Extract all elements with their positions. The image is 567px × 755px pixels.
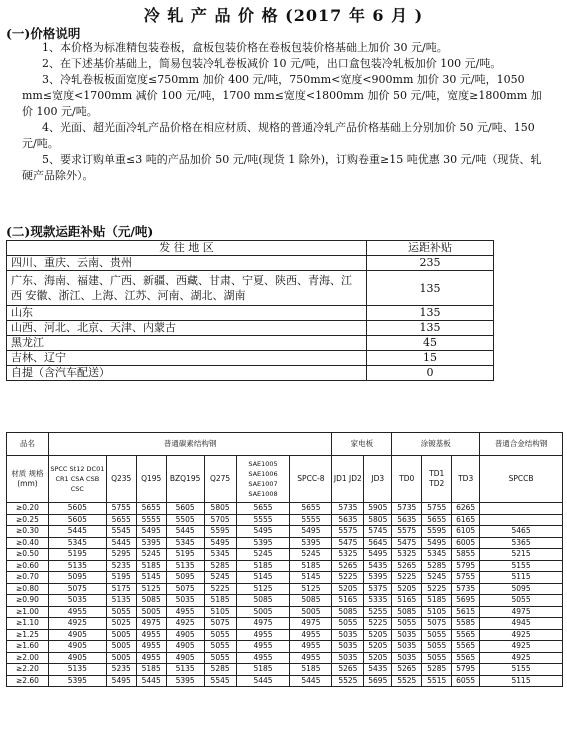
price-cell: 5225: [204, 583, 236, 595]
price-cell: 5575: [332, 526, 364, 538]
price-cell: [480, 514, 563, 526]
price-cell: 5285: [204, 560, 236, 572]
table-row: [7, 336, 494, 351]
price-cell: 5395: [166, 675, 204, 687]
note-2: 2、在下述基价基础上，简易包装冷轧卷板减价 10 元/吨，出口盒包装冷轧板加价 100 元/吨。: [42, 57, 502, 70]
price-cell: 5595: [204, 526, 236, 538]
grade-header: SPCC-8: [290, 456, 332, 503]
grade-header-row: [7, 456, 563, 503]
price-cell: 5085: [136, 595, 166, 607]
price-cell: 5175: [106, 583, 136, 595]
price-cell: 5735: [452, 583, 480, 595]
price-cell: 5225: [392, 572, 422, 584]
grade-header: TD1 TD2: [422, 456, 452, 503]
price-cell: 5085: [290, 595, 332, 607]
price-cell: 4975: [480, 606, 563, 618]
price-cell: 5395: [48, 675, 106, 687]
spec-cell: ≥2.00: [7, 652, 49, 664]
price-cell: 5185: [136, 560, 166, 572]
price-cell: 5695: [452, 595, 480, 607]
price-cell: 4905: [166, 641, 204, 653]
price-cell: 5435: [364, 560, 392, 572]
price-cell: 5805: [204, 503, 236, 515]
price-cell: 5345: [204, 549, 236, 561]
price-cell: 5525: [332, 675, 364, 687]
note-5: 5、要求订购单重≤3 吨的产品加价 50 元/吨(现货 1 除外)，订购卷重≥15 吨优惠 30 元/吨（现货、轧硬产品除外）。: [22, 153, 542, 182]
price-cell: 5565: [452, 641, 480, 653]
grade-header: Q275: [204, 456, 236, 503]
grade-header: JD1 JD2: [332, 456, 364, 503]
price-cell: 5235: [106, 664, 136, 676]
spec-cell: ≥0.80: [7, 583, 49, 595]
table-row: [7, 321, 494, 336]
spec-header: 材质 规格 (mm): [7, 456, 49, 503]
price-cell: 6165: [452, 514, 480, 526]
price-cell: 5585: [452, 618, 480, 630]
price-cell: 5605: [166, 503, 204, 515]
price-cell: 5635: [392, 514, 422, 526]
price-cell: 5055: [332, 618, 364, 630]
region-cell: 山西、河北、北京、天津、内蒙古: [7, 321, 367, 336]
price-cell: 4925: [480, 652, 563, 664]
table-row: [7, 606, 563, 618]
note-3: 3、冷轧卷板板面宽度≤750mm 加价 400 元/吨，750mm<宽度<900mm 加价 30 元/吨，1050 mm≤宽度<1700mm 减价 100 元/吨，1700 mm≤宽度<1800mm 加价 50 元/吨，宽度≥1800mm 加价 100 元/吨。: [22, 73, 542, 118]
spec-cell: ≥1.60: [7, 641, 49, 653]
price-cell: 5205: [332, 583, 364, 595]
price-cell: 5445: [48, 526, 106, 538]
price-cell: 5905: [364, 503, 392, 515]
price-cell: 5135: [106, 595, 136, 607]
grade-header: JD3: [364, 456, 392, 503]
price-cell: 5095: [480, 583, 563, 595]
price-cell: 4905: [48, 652, 106, 664]
price-cell: 5495: [204, 537, 236, 549]
price-cell: 5145: [236, 572, 290, 584]
spec-cell: ≥2.60: [7, 675, 49, 687]
price-cell: 5185: [136, 664, 166, 676]
price-cell: 5755: [452, 572, 480, 584]
price-cell: 5545: [204, 675, 236, 687]
subsidy-cell: 45: [367, 336, 494, 351]
table-row: [7, 503, 563, 515]
grade-header: BZQ195: [166, 456, 204, 503]
price-cell: 5745: [364, 526, 392, 538]
price-cell: 5795: [452, 664, 480, 676]
price-cell: 5095: [48, 572, 106, 584]
price-cell: 5035: [392, 641, 422, 653]
price-cell: 5655: [290, 503, 332, 515]
price-cell: 5615: [452, 606, 480, 618]
price-cell: 5185: [422, 595, 452, 607]
grade-header: SPCC St12 DC01 CR1 CSA CSB CSC: [48, 456, 106, 503]
price-cell: 5495: [364, 549, 392, 561]
price-cell: 5195: [166, 549, 204, 561]
table-row: [7, 537, 563, 549]
price-cell: 5655: [422, 514, 452, 526]
price-cell: 5165: [392, 595, 422, 607]
price-cell: 5125: [290, 583, 332, 595]
region-cell: 自提（含汽车配送）: [7, 366, 367, 381]
price-cell: 5105: [204, 606, 236, 618]
price-cell: 5005: [136, 606, 166, 618]
price-cell: 5035: [332, 652, 364, 664]
price-cell: 5605: [48, 514, 106, 526]
price-cell: 5525: [392, 675, 422, 687]
price-cell: 4905: [48, 641, 106, 653]
price-cell: 5005: [290, 606, 332, 618]
price-cell: 5245: [136, 549, 166, 561]
price-cell: 4925: [480, 629, 563, 641]
price-cell: 4905: [48, 629, 106, 641]
price-cell: 5215: [480, 549, 563, 561]
price-cell: 5335: [364, 595, 392, 607]
price-cell: 5265: [332, 664, 364, 676]
price-cell: 5145: [290, 572, 332, 584]
price-cell: 5035: [332, 641, 364, 653]
price-cell: 5325: [392, 549, 422, 561]
price-cell: 5795: [452, 560, 480, 572]
price-cell: 5395: [364, 572, 392, 584]
price-cell: 5295: [106, 549, 136, 561]
table-row: [7, 271, 494, 306]
price-cell: 5755: [106, 503, 136, 515]
price-cell: 5465: [480, 526, 563, 538]
subsidy-table: [6, 240, 494, 381]
price-cell: 4975: [290, 618, 332, 630]
table-row: [7, 572, 563, 584]
price-cell: 5395: [236, 537, 290, 549]
price-cell: 5125: [136, 583, 166, 595]
price-cell: 5225: [422, 583, 452, 595]
spec-cell: ≥1.25: [7, 629, 49, 641]
table-row: [7, 675, 563, 687]
price-cell: 4925: [48, 618, 106, 630]
spec-cell: ≥0.70: [7, 572, 49, 584]
price-cell: 5855: [452, 549, 480, 561]
price-cell: 4975: [136, 618, 166, 630]
table-row: [7, 526, 563, 538]
price-cell: 4955: [136, 629, 166, 641]
price-cell: 5245: [422, 572, 452, 584]
price-cell: 5265: [392, 664, 422, 676]
price-cell: 5055: [392, 618, 422, 630]
price-cell: 5155: [480, 560, 563, 572]
price-cell: 5185: [290, 664, 332, 676]
spec-cell: ≥0.40: [7, 537, 49, 549]
price-cell: 5225: [364, 618, 392, 630]
price-cell: 5055: [480, 595, 563, 607]
price-cell: 5075: [422, 618, 452, 630]
price-cell: 5555: [136, 514, 166, 526]
price-cell: 5055: [422, 652, 452, 664]
spec-cell: ≥0.50: [7, 549, 49, 561]
table-row: [7, 306, 494, 321]
price-cell: 5055: [204, 652, 236, 664]
price-cell: 6265: [452, 503, 480, 515]
general-steel-header: 普通碳素结构钢: [48, 433, 331, 456]
price-cell: 4955: [290, 641, 332, 653]
price-cell: 5075: [48, 583, 106, 595]
region-cell: 山东: [7, 306, 367, 321]
price-cell: 5055: [204, 641, 236, 653]
price-cell: 5735: [332, 503, 364, 515]
price-cell: 4905: [166, 652, 204, 664]
price-cell: 5515: [422, 675, 452, 687]
subsidy-cell: 135: [367, 271, 494, 306]
price-cell: 4955: [136, 652, 166, 664]
note-4: 4、光面、超光面冷轧产品价格在相应材质、规格的普通冷轧产品价格基础上分别加价 50 元/吨、150 元/吨。: [22, 121, 535, 150]
price-cell: 5005: [236, 606, 290, 618]
price-cell: 5185: [290, 560, 332, 572]
price-cell: 4945: [480, 618, 563, 630]
price-cell: 5035: [48, 595, 106, 607]
price-cell: 5265: [392, 560, 422, 572]
price-cell: 5125: [236, 583, 290, 595]
price-cell: 5595: [422, 526, 452, 538]
table-row: [7, 652, 563, 664]
price-notes: [22, 40, 542, 184]
price-cell: 5545: [106, 526, 136, 538]
price-cell: 5075: [166, 583, 204, 595]
price-cell: 5075: [204, 618, 236, 630]
grade-header: TD0: [392, 456, 422, 503]
price-cell: 5035: [166, 595, 204, 607]
price-cell: 5135: [166, 664, 204, 676]
price-cell: 5395: [136, 537, 166, 549]
group-header-row: [7, 433, 563, 456]
price-cell: 5345: [166, 537, 204, 549]
price-cell: 5285: [204, 664, 236, 676]
section1-heading: (一)价格说明: [6, 26, 81, 41]
price-cell: 5565: [452, 652, 480, 664]
price-cell: 5345: [422, 549, 452, 561]
price-cell: 5565: [452, 629, 480, 641]
price-cell: 4955: [236, 629, 290, 641]
price-cell: 5055: [422, 641, 452, 653]
product-header: 品名: [7, 433, 49, 456]
price-cell: 5395: [290, 537, 332, 549]
price-cell: 5095: [166, 572, 204, 584]
price-cell: 5445: [290, 675, 332, 687]
price-cell: 5195: [48, 549, 106, 561]
price-cell: 5085: [236, 595, 290, 607]
price-cell: 5495: [236, 526, 290, 538]
price-cell: 5575: [392, 526, 422, 538]
price-cell: 5655: [136, 503, 166, 515]
price-cell: 5205: [364, 629, 392, 641]
price-cell: 5185: [236, 560, 290, 572]
price-cell: 5505: [166, 514, 204, 526]
spec-cell: ≥0.60: [7, 560, 49, 572]
price-cell: 5245: [236, 549, 290, 561]
price-cell: 5055: [106, 606, 136, 618]
price-cell: 5165: [332, 595, 364, 607]
price-cell: 5135: [166, 560, 204, 572]
subsidy-cell: 0: [367, 366, 494, 381]
price-cell: 5115: [480, 675, 563, 687]
table-row: [7, 629, 563, 641]
price-cell: 5205: [364, 652, 392, 664]
price-cell: 5185: [204, 595, 236, 607]
table-row: [7, 641, 563, 653]
price-cell: 6105: [452, 526, 480, 538]
spec-cell: ≥0.90: [7, 595, 49, 607]
spec-cell: ≥0.20: [7, 503, 49, 515]
table-row: [7, 560, 563, 572]
price-cell: 5245: [204, 572, 236, 584]
spec-cell: ≥1.10: [7, 618, 49, 630]
grade-header: SPCCB: [480, 456, 563, 503]
subsidy-cell: 15: [367, 351, 494, 366]
price-cell: 5135: [48, 664, 106, 676]
price-cell: 4905: [166, 629, 204, 641]
price-cell: 5495: [290, 526, 332, 538]
note-1: 1、本价格为标准精包装卷板，盒板包装价格在卷板包装价格基础上加价 30 元/吨。: [42, 41, 448, 54]
region-cell: 四川、重庆、云南、贵州: [7, 256, 367, 271]
appliance-header: 家电板: [332, 433, 392, 456]
price-cell: 4955: [136, 641, 166, 653]
table-row: [7, 256, 494, 271]
table-row: [7, 549, 563, 561]
price-cell: 5185: [236, 664, 290, 676]
price-cell: 5695: [364, 675, 392, 687]
region-cell: 广东、海南、福建、广西、新疆、西藏、甘肃、宁夏、陕西、青海、江西 安徽、浙江、上海、江苏、河南、湖北、湖南: [7, 271, 367, 306]
price-cell: 5655: [106, 514, 136, 526]
price-cell: 4955: [48, 606, 106, 618]
price-cell: 5345: [48, 537, 106, 549]
price-cell: 5055: [204, 629, 236, 641]
price-cell: 5265: [332, 560, 364, 572]
price-cell: 5285: [422, 560, 452, 572]
spec-cell: ≥0.30: [7, 526, 49, 538]
grade-header: Q235: [106, 456, 136, 503]
price-cell: 5205: [392, 583, 422, 595]
price-cell: 5205: [364, 641, 392, 653]
price-cell: 5085: [392, 606, 422, 618]
price-cell: 5115: [480, 572, 563, 584]
price-cell: 5365: [480, 537, 563, 549]
price-cell: 5495: [422, 537, 452, 549]
price-cell: 4955: [290, 652, 332, 664]
table-row: [7, 351, 494, 366]
spec-cell: ≥1.00: [7, 606, 49, 618]
table-row: [7, 583, 563, 595]
price-cell: 5255: [364, 606, 392, 618]
price-cell: 5005: [106, 641, 136, 653]
price-cell: 5645: [364, 537, 392, 549]
header-subsidy: 运距补贴: [367, 241, 494, 256]
header-region: 发 往 地 区: [7, 241, 367, 256]
price-cell: 5735: [392, 503, 422, 515]
region-cell: 黑龙江: [7, 336, 367, 351]
price-cell: 5445: [106, 537, 136, 549]
region-cell: 吉林、辽宁: [7, 351, 367, 366]
price-cell: 4955: [236, 641, 290, 653]
price-cell: 5475: [392, 537, 422, 549]
table-row: [7, 618, 563, 630]
subsidy-cell: 135: [367, 321, 494, 336]
price-cell: 5285: [422, 664, 452, 676]
price-cell: 5325: [332, 549, 364, 561]
price-cell: 4925: [480, 641, 563, 653]
price-cell: 5635: [332, 514, 364, 526]
grade-header: Q195: [136, 456, 166, 503]
table-row: [7, 595, 563, 607]
page-title: 冷 轧 产 品 价 格 (2017 年 6 月 ): [143, 6, 424, 25]
price-cell: 5805: [364, 514, 392, 526]
price-cell: 5375: [364, 583, 392, 595]
price-cell: 5555: [236, 514, 290, 526]
price-cell: 5245: [290, 549, 332, 561]
price-cell: 5195: [106, 572, 136, 584]
price-cell: 6005: [452, 537, 480, 549]
subsidy-cell: 135: [367, 306, 494, 321]
price-cell: 5025: [106, 618, 136, 630]
price-cell: 5445: [136, 675, 166, 687]
price-cell: 4955: [236, 652, 290, 664]
price-cell: 4925: [166, 618, 204, 630]
price-cell: 5705: [204, 514, 236, 526]
price-cell: 5225: [332, 572, 364, 584]
price-cell: 5435: [364, 664, 392, 676]
price-cell: 5445: [166, 526, 204, 538]
grade-header: TD3: [452, 456, 480, 503]
alloy-header: 普通合金结构钢: [480, 433, 563, 456]
price-cell: 5555: [290, 514, 332, 526]
price-cell: 5755: [422, 503, 452, 515]
price-cell: 5035: [392, 652, 422, 664]
price-cell: 5155: [480, 664, 563, 676]
price-cell: 5135: [48, 560, 106, 572]
price-cell: 5035: [332, 629, 364, 641]
table-row: [7, 664, 563, 676]
subsidy-cell: 235: [367, 256, 494, 271]
price-cell: 5445: [236, 675, 290, 687]
price-cell: 5105: [422, 606, 452, 618]
spec-cell: ≥0.25: [7, 514, 49, 526]
price-cell: 5605: [48, 503, 106, 515]
price-cell: 5655: [236, 503, 290, 515]
price-cell: [480, 503, 563, 515]
price-cell: 5055: [422, 629, 452, 641]
table-row: [7, 366, 494, 381]
spec-cell: ≥2.20: [7, 664, 49, 676]
price-cell: 5085: [332, 606, 364, 618]
coated-header: 涂镀基板: [392, 433, 480, 456]
price-cell: 5235: [106, 560, 136, 572]
price-cell: 5495: [106, 675, 136, 687]
table-row: [7, 514, 563, 526]
price-cell: 5145: [136, 572, 166, 584]
table-row: [7, 241, 494, 256]
price-cell: 5005: [106, 652, 136, 664]
section2-heading: (二)现款运距补贴（元/吨): [6, 224, 154, 239]
price-cell: 6055: [452, 675, 480, 687]
price-cell: 5475: [332, 537, 364, 549]
price-cell: 4955: [166, 606, 204, 618]
price-table: [6, 432, 563, 687]
price-cell: 5035: [392, 629, 422, 641]
grade-header: SAE1005 SAE1006 SAE1007 SAE1008: [236, 456, 290, 503]
price-cell: 5495: [136, 526, 166, 538]
price-cell: 4955: [290, 629, 332, 641]
price-cell: 5005: [106, 629, 136, 641]
price-body: [7, 503, 563, 687]
price-cell: 4975: [236, 618, 290, 630]
